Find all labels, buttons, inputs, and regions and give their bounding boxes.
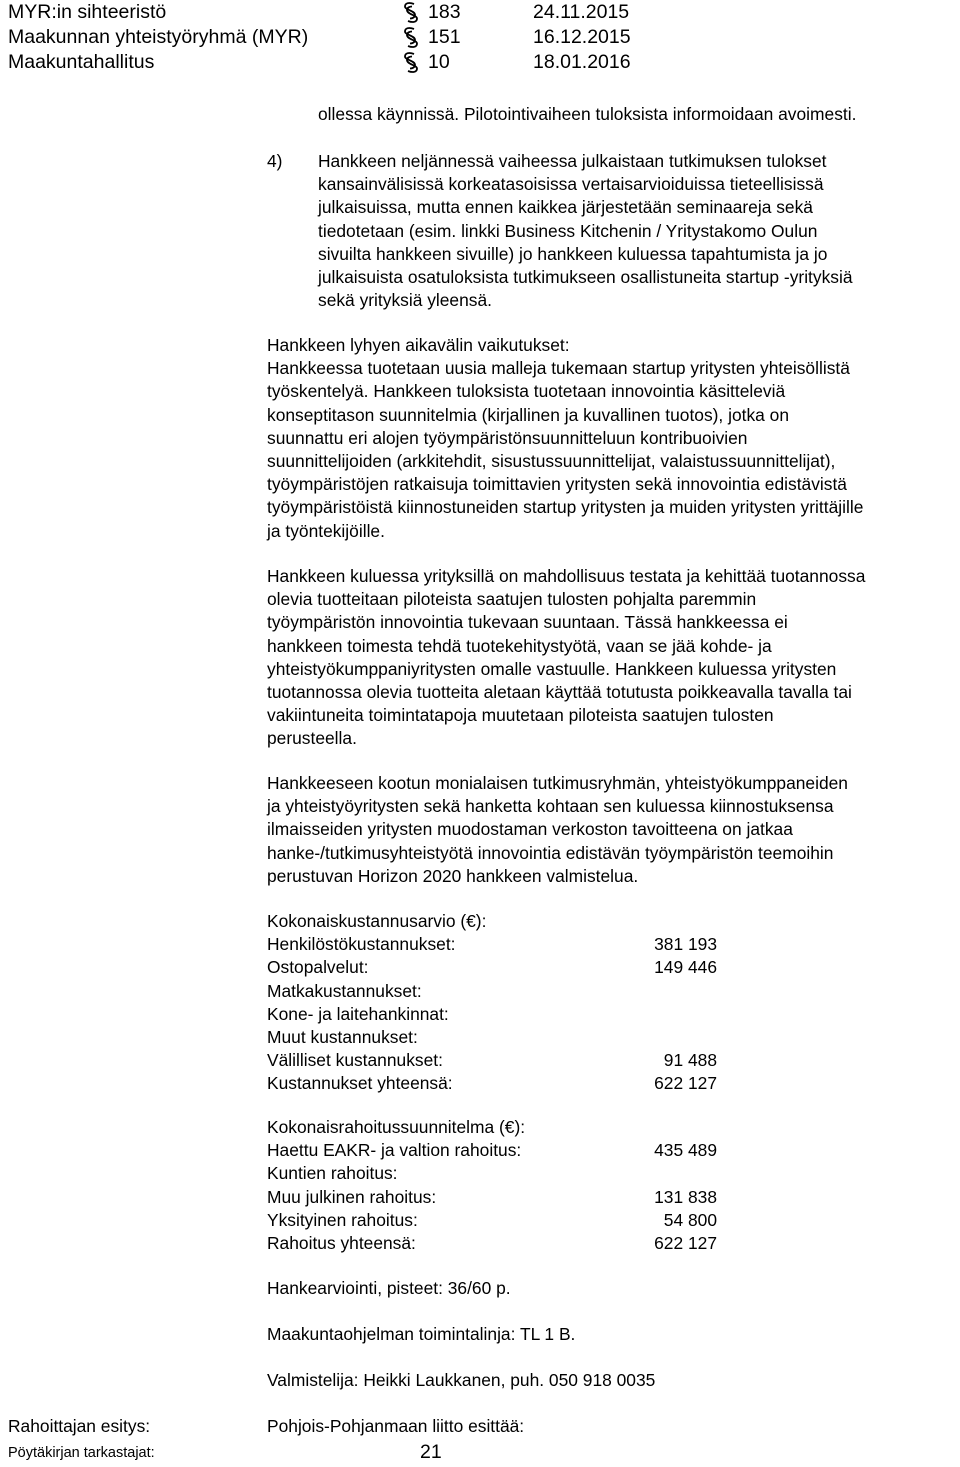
text-line: Hankkeen neljännessä vaiheessa julkaistaan tutkimuksen tulokset [318, 151, 827, 171]
proposal-text: Pohjois-Pohjanmaan liitto esittää: [267, 1416, 525, 1436]
cost-estimate-table [267, 910, 727, 1096]
row-label: Muut kustannukset: [267, 1026, 418, 1047]
text-line: ja työntekijöille. [267, 520, 385, 541]
text-line: työympäristöjen ratkaisuja toimittavien yritysten sekä innovointia edistävistä [267, 474, 847, 495]
testing-paragraph [267, 565, 865, 751]
table-row [267, 1003, 727, 1026]
text-line: tuotannossa olevia tuotteita aletaan käyttää totutusta poikkeavalla tavalla tai [267, 682, 852, 703]
header-date: 24.11.2015 [533, 1, 630, 23]
header-row [8, 25, 708, 50]
row-label: Henkilöstökustannukset: [267, 934, 456, 955]
table-row [267, 1186, 727, 1209]
text-line: suunnittelijoiden (arkkitehdit, sisustussuunnittelijat, valaistussuunnittelijat), [267, 451, 836, 472]
header-number: 10 [428, 51, 450, 73]
row-label: Matkakustannukset: [267, 980, 422, 1001]
table-row [267, 1232, 727, 1255]
table-title [267, 1116, 727, 1139]
text-line: ilmaisseiden yritysten muodostaman verkoston tavoitteena on jatkaa [267, 819, 793, 840]
proposal-label: Rahoittajan esitys: [8, 1416, 151, 1436]
text-line: julkaisuissa, mutta ennen kaikkea järjestetään seminaareja sekä [318, 197, 813, 218]
text-line: ja yhteistyöyritysten sekä hanketta kohtaan sen kuluessa kiinnostuksensa [267, 796, 834, 817]
section-heading: Hankkeen lyhyen aikavälin vaikutukset: [267, 335, 570, 355]
row-value: 435 489 [654, 1140, 717, 1161]
table-row [267, 956, 727, 979]
document-header [8, 0, 708, 75]
header-body: Maakunnan yhteistyöryhmä (MYR) [8, 26, 309, 48]
header-row [8, 50, 708, 75]
table-row [267, 933, 727, 956]
program-line: Maakuntaohjelman toimintalinja: TL 1 B. [267, 1324, 576, 1344]
row-label: Haettu EAKR- ja valtion rahoitus: [267, 1140, 522, 1161]
header-body: MYR:in sihteeristö [8, 1, 167, 23]
preparer: Valmistelija: Heikki Laukkanen, puh. 050 918 0035 [267, 1370, 656, 1390]
text-line: hanke-/tutkimusyhteistyötä innovointia edistävän työympäristön teemoihin [267, 842, 834, 863]
intro-line: ollessa käynnissä. Pilotointivaiheen tuloksista informoidaan avoimesti. [318, 104, 857, 124]
header-date: 18.01.2016 [533, 51, 631, 73]
financing-title: Kokonaisrahoitussuunnitelma (€): [267, 1117, 526, 1137]
item-4-paragraph [318, 150, 853, 312]
financing-plan-table [267, 1116, 727, 1255]
header-number: 151 [428, 26, 461, 48]
section-sign-icon [398, 0, 424, 25]
section-sign-icon [398, 50, 424, 75]
text-line: sekä yrityksiä yleensä. [318, 290, 492, 311]
text-line: olevia tuotteitaan piloteista saatujen tulosten pohjalta paremmin [267, 589, 757, 610]
minutes-checkers-label: Pöytäkirjan tarkastajat: [8, 1445, 155, 1461]
row-label: Muu julkinen rahoitus: [267, 1186, 437, 1207]
table-row [267, 1026, 727, 1049]
row-value: 91 488 [663, 1050, 717, 1071]
table-row [267, 980, 727, 1003]
header-body: Maakuntahallitus [8, 51, 155, 73]
cost-title: Kokonaiskustannusarvio (€): [267, 911, 487, 931]
row-value: 622 127 [654, 1232, 717, 1253]
header-row [8, 0, 708, 25]
text-line: sivuilta hankkeen sivuille) jo hankkeen kuluessa tapahtumista ja jo [318, 243, 828, 264]
horizon-paragraph [267, 772, 848, 888]
text-line: työympäristöistä kiinnostuneiden startup yritysten ja muiden yritysten yrittäjille [267, 497, 864, 518]
row-value: 149 446 [654, 957, 717, 978]
table-row [267, 1162, 727, 1185]
row-value: 381 193 [654, 934, 717, 955]
text-line: työskentelyä. Hankkeen tuloksista tuotetaan innovointia käsitteleviä [267, 381, 786, 402]
row-label: Ostopalvelut: [267, 957, 369, 978]
text-line: perusteella. [267, 728, 357, 749]
text-line: yhteistyökumppaniyritysten omalle vastuulle. Hankkeen kuluessa yritysten [267, 658, 837, 679]
text-line: perustuvan Horizon 2020 hankkeen valmistelua. [267, 865, 639, 886]
header-date: 16.12.2015 [533, 26, 631, 48]
text-line: hankkeen toimesta tehdä tuotekehitystyötä, vaan se jää kohde- ja [267, 635, 772, 656]
short-term-effects-paragraph [267, 334, 863, 543]
text-line: konseptitason suunnitelmia (kirjallinen ja kuvallinen tuotos), jotka on [267, 404, 790, 425]
table-row [267, 1072, 727, 1095]
text-line: Hankkeen kuluessa yrityksillä on mahdollisuus testata ja kehittää tuotannossa [267, 566, 866, 586]
text-line: julkaisuista osatuloksista tutkimukseen osallistuneita startup -yrityksiä [318, 267, 853, 288]
row-value: 622 127 [654, 1073, 717, 1094]
text-line: kansainvälisissä korkeatasoisissa vertaisarvioiduissa tieteellisissä [318, 174, 824, 195]
item-4-number: 4) [267, 151, 283, 171]
row-label: Kuntien rahoitus: [267, 1163, 398, 1184]
section-sign-icon [398, 25, 424, 50]
page-number: 21 [420, 1441, 442, 1463]
row-label: Kone- ja laitehankinnat: [267, 1003, 449, 1024]
row-label: Yksityinen rahoitus: [267, 1209, 418, 1230]
text-line: Hankkeeseen kootun monialaisen tutkimusryhmän, yhteistyökumppaneiden [267, 773, 848, 793]
row-value: 131 838 [654, 1186, 717, 1207]
header-number: 183 [428, 1, 461, 23]
text-line: vakiintuneita toimintatapoja muutetaan piloteista saatujen tulosten [267, 705, 774, 726]
evaluation-score: Hankearviointi, pisteet: 36/60 p. [267, 1278, 511, 1298]
text-line: Hankkeessa tuotetaan uusia malleja tukemaan startup yritysten yhteisöllistä [267, 358, 850, 379]
table-title [267, 910, 727, 933]
row-label: Kustannukset yhteensä: [267, 1073, 453, 1094]
table-row [267, 1139, 727, 1162]
table-row [267, 1049, 727, 1072]
row-label: Välilliset kustannukset: [267, 1050, 443, 1071]
text-line: suunnattu eri alojen työympäristönsuunnitteluun kontribuoivien [267, 427, 748, 448]
table-row [267, 1209, 727, 1232]
row-label: Rahoitus yhteensä: [267, 1232, 416, 1253]
text-line: tiedotetaan (esim. linkki Business Kitchenin / Yritystakomo Oulun [318, 220, 818, 241]
text-line: työympäristön innovointia tukevaan suuntaan. Tässä hankkeessa ei [267, 612, 788, 633]
row-value: 54 800 [663, 1209, 717, 1230]
